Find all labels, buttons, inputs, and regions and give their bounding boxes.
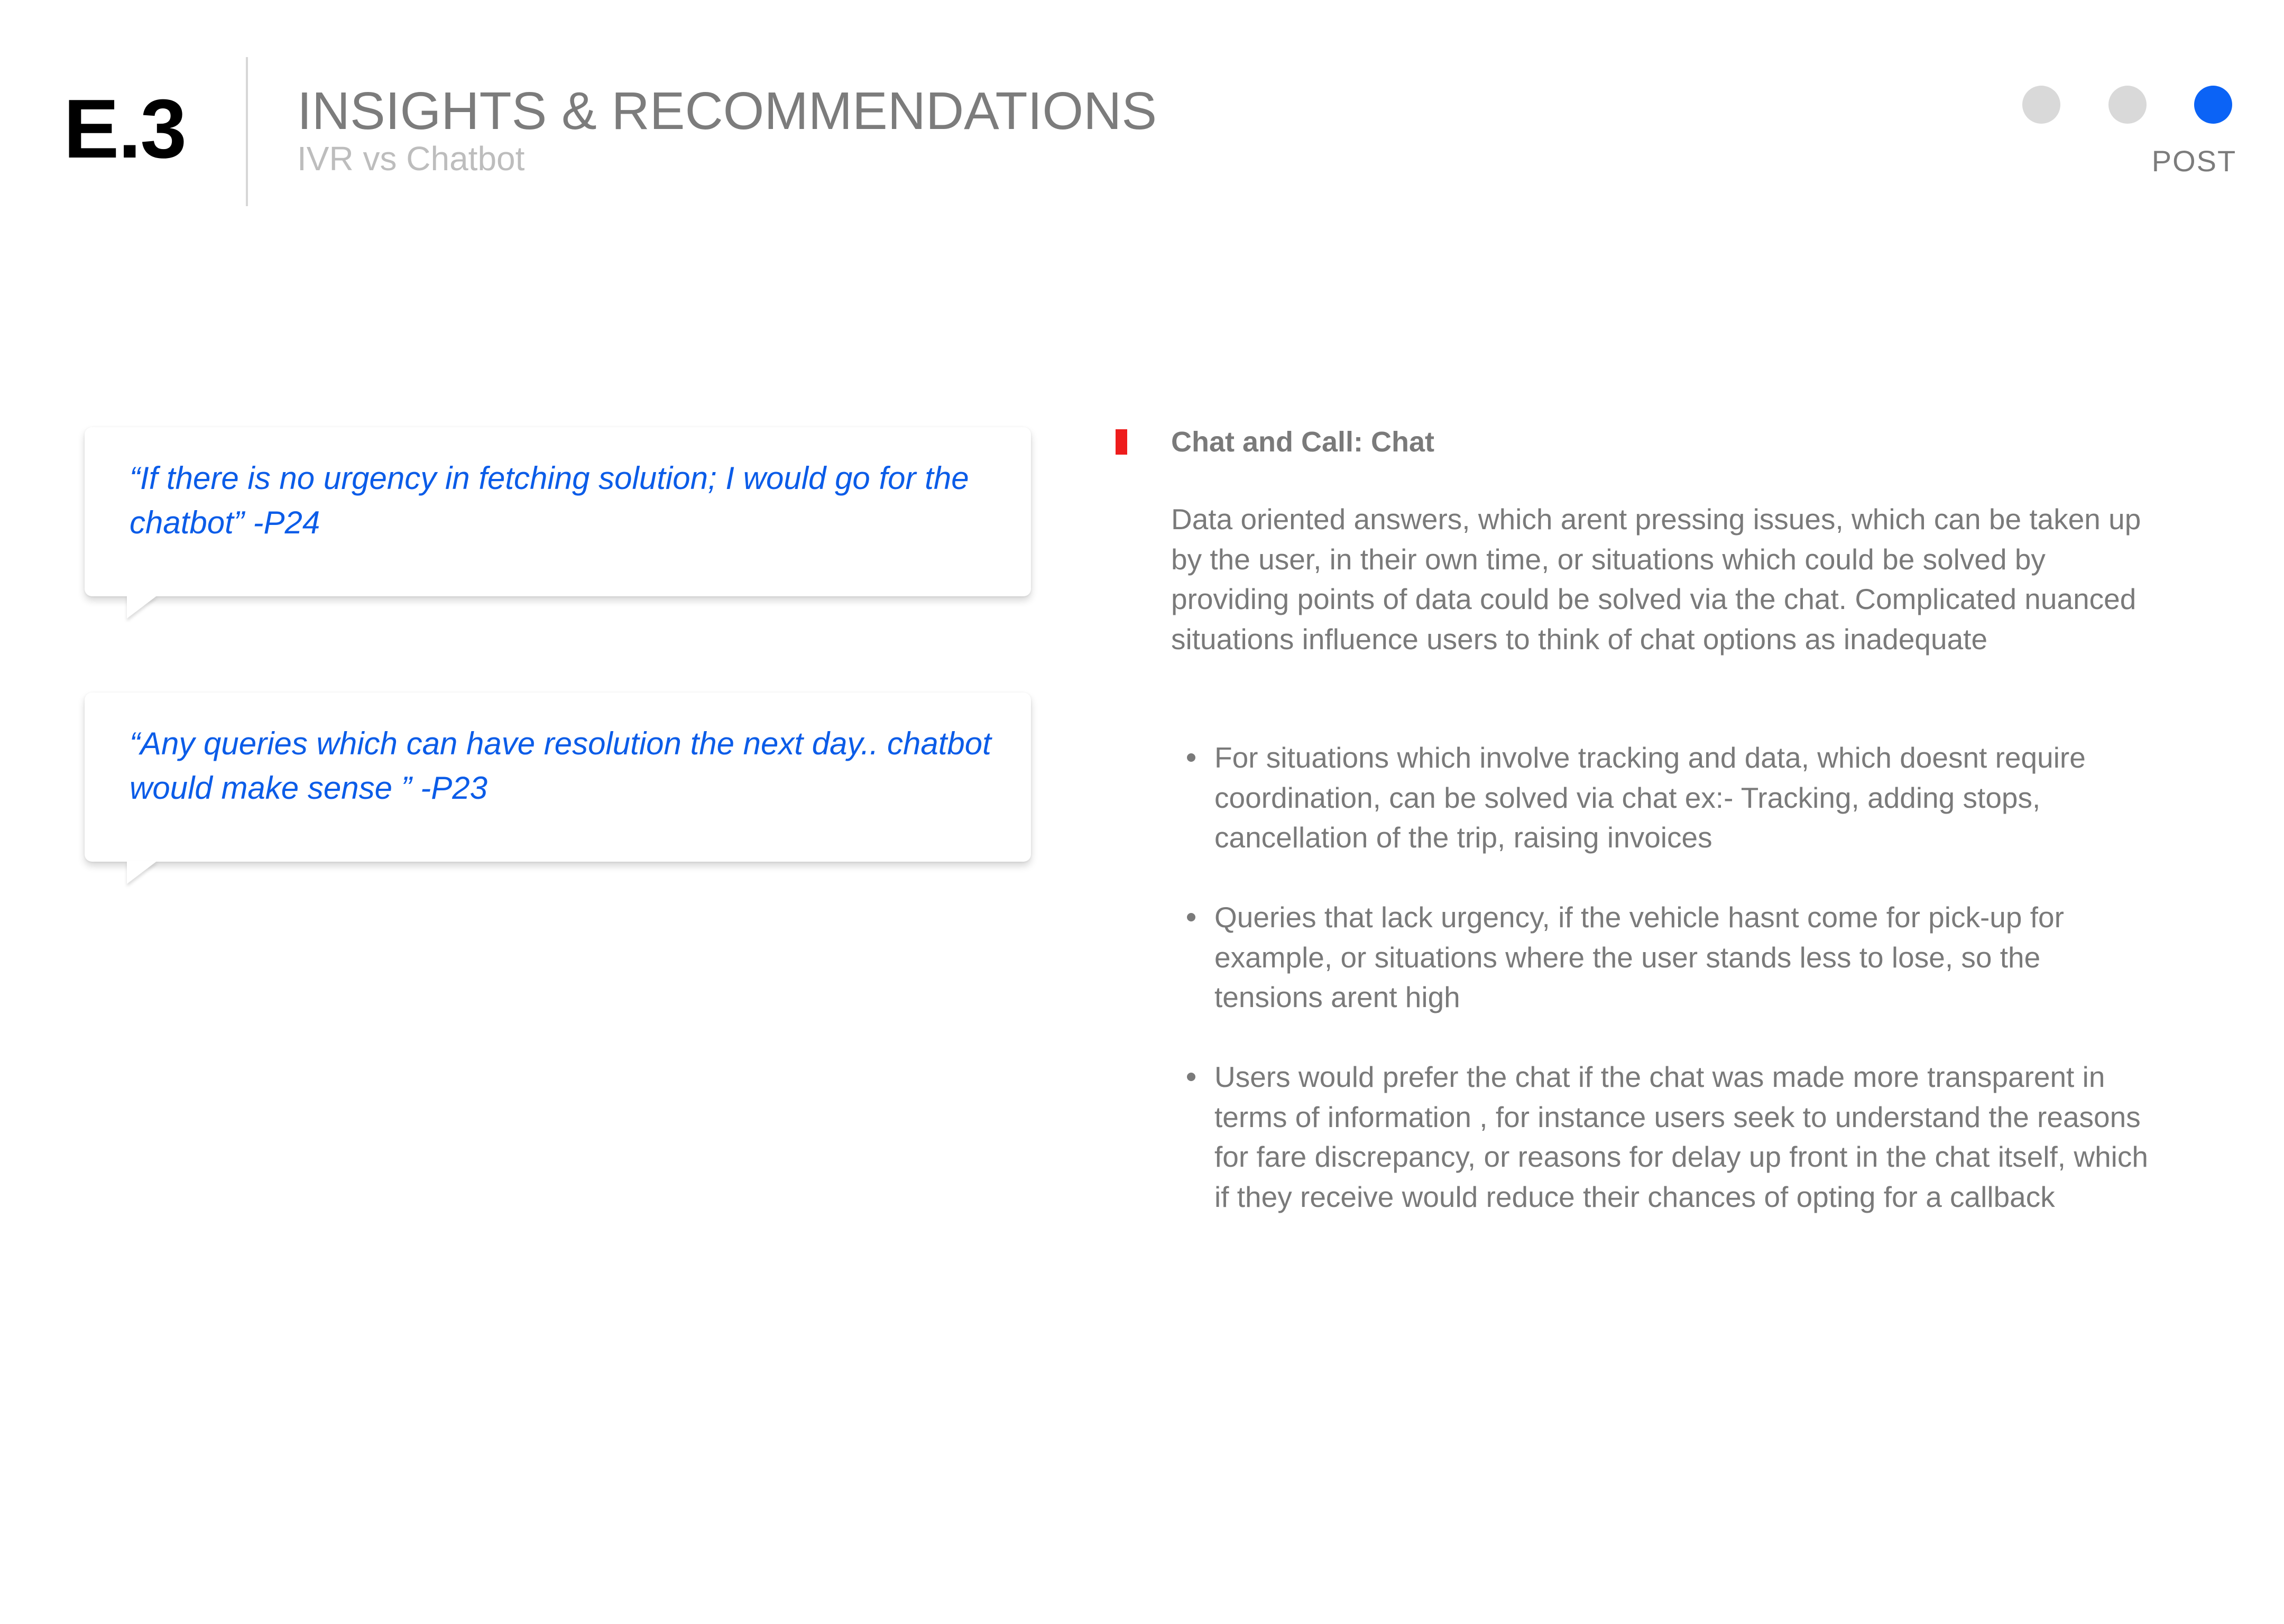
detail-paragraph: Data oriented answers, which arent pressing issues, which can be taken up by the user, in their own time, or situations which could be solved by providing points of data could be solved via the chat. Complicated nuanced situations influence users to think of chat options as inadequate [1171, 503, 2141, 656]
quote-text: “If there is no urgency in fetching solution; I would go for the chatbot” -P24 [130, 460, 969, 540]
list-item-text: Users would prefer the chat if the chat was made more transparent in terms of information , for instance users seek to understand the reasons for fare discrepancy, or reasons for delay up front in the chat itself, which if they receive would reduce their chances of opting for a callback [1214, 1060, 2148, 1213]
section-code: E.3 [63, 82, 186, 176]
page-title: INSIGHTS & RECOMMENDATIONS [297, 81, 1157, 141]
red-marker [1116, 429, 1127, 455]
list-item [1171, 1057, 2154, 1217]
quote-card-p24 [85, 427, 1031, 596]
list-item-text: Queries that lack urgency, if the vehicle hasnt come for pick-up for example, or situations where the user stands less to lose, so the tensions arent high [1214, 901, 2064, 1013]
detail-bullet-list [1171, 738, 2154, 1257]
bullet-dot-icon [1187, 1073, 1195, 1081]
page-subtitle: IVR vs Chatbot [297, 140, 525, 178]
step-dot-2[interactable] [2108, 86, 2147, 124]
bullet-dot-icon [1187, 913, 1195, 921]
step-label-post: POST [2151, 144, 2237, 178]
quote-card-p23 [85, 693, 1031, 862]
list-item [1171, 738, 2154, 858]
step-dot-1[interactable] [2022, 86, 2060, 124]
step-dot-3[interactable] [2194, 86, 2232, 124]
detail-heading: Chat and Call: Chat [1171, 426, 1435, 458]
header-divider [246, 57, 248, 206]
list-item [1171, 898, 2154, 1018]
quote-text: “Any queries which can have resolution the next day.. chatbot would make sense ” -P23 [130, 726, 991, 806]
list-item-text: For situations which involve tracking and data, which doesnt require coordination, can be solved via chat ex:- Tracking, adding stops, cancellation of the trip, raising invoices [1214, 741, 2086, 854]
bullet-dot-icon [1187, 753, 1195, 762]
